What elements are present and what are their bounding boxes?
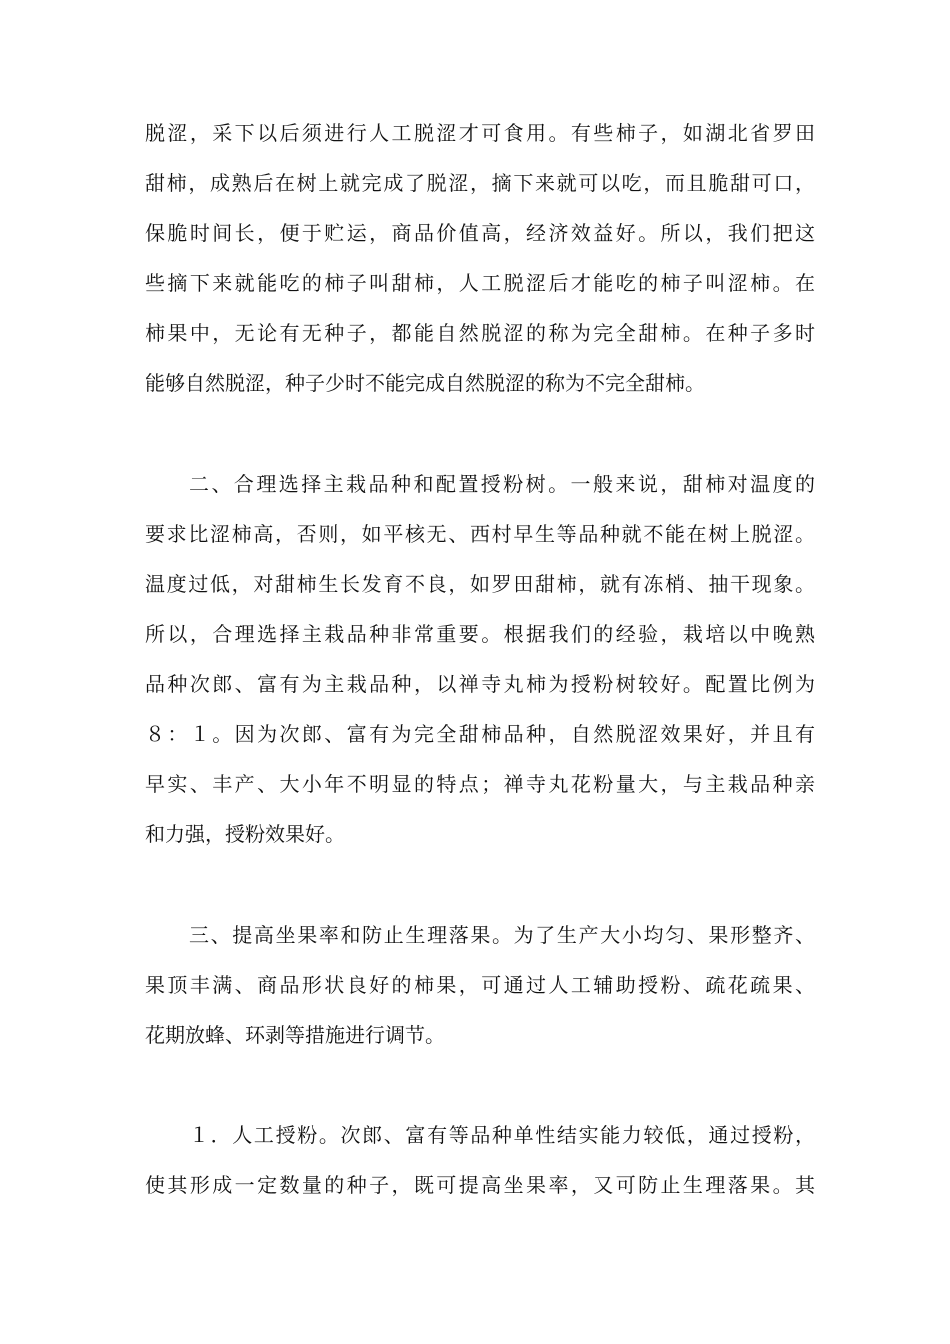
paragraph-4 (145, 1110, 815, 1210)
paragraph-4-line-1: １．人工授粉。次郎、富有等品种单性结实能力较低，通过授粉， (189, 1123, 815, 1147)
paragraph-2-line-2: 要求比涩柿高，否则，如平核无、西村早生等品种就不能在树上脱涩。 (145, 522, 815, 546)
paragraph-2-line-3: 温度过低，对甜柿生长发育不良，如罗田甜柿，就有冻梢、抽干现象。 (145, 572, 815, 596)
paragraph-4-line-2: 使其形成一定数量的种子，既可提高坐果率，又可防止生理落果。其 (145, 1173, 815, 1197)
paragraph-1 (145, 108, 815, 408)
paragraph-2-line-7: 早实、丰产、大小年不明显的特点；禅寺丸花粉量大，与主栽品种亲 (145, 772, 815, 796)
paragraph-3-line-3: 花期放蜂、环剥等措施进行调节。 (145, 1023, 445, 1047)
paragraph-1-line-3: 保脆时间长，便于贮运，商品价值高，经济效益好。所以，我们把这 (145, 221, 815, 245)
paragraph-3-line-1: 三、提高坐果率和防止生理落果。为了生产大小均匀、果形整齐、 (189, 923, 815, 947)
paragraph-1-line-1: 脱涩，采下以后须进行人工脱涩才可食用。有些柿子，如湖北省罗田 (145, 121, 815, 145)
paragraph-3 (145, 910, 815, 1060)
paragraph-1-line-2: 甜柿，成熟后在树上就完成了脱涩，摘下来就可以吃，而且脆甜可口， (145, 171, 815, 195)
paragraph-2-line-8: 和力强，授粉效果好。 (145, 822, 345, 846)
paragraph-1-line-5: 柿果中，无论有无种子，都能自然脱涩的称为完全甜柿。在种子多时 (145, 321, 815, 345)
paragraph-2-line-6: ８：１。因为次郎、富有为完全甜柿品种，自然脱涩效果好，并且有 (145, 722, 815, 746)
paragraph-1-line-4: 些摘下来就能吃的柿子叫甜柿，人工脱涩后才能吃的柿子叫涩柿。在 (145, 271, 815, 295)
paragraph-1-line-6: 能够自然脱涩，种子少时不能完成自然脱涩的称为不完全甜柿。 (145, 371, 705, 395)
paragraph-2-line-5: 品种次郎、富有为主栽品种，以禅寺丸柿为授粉树较好。配置比例为 (145, 672, 815, 696)
paragraph-2-line-1: 二、合理选择主栽品种和配置授粉树。一般来说，甜柿对温度的 (189, 472, 815, 496)
paragraph-3-line-2: 果顶丰满、商品形状良好的柿果，可通过人工辅助授粉、疏花疏果、 (145, 973, 815, 997)
paragraph-2 (145, 459, 815, 859)
paragraph-2-line-4: 所以，合理选择主栽品种非常重要。根据我们的经验，栽培以中晚熟 (145, 622, 815, 646)
